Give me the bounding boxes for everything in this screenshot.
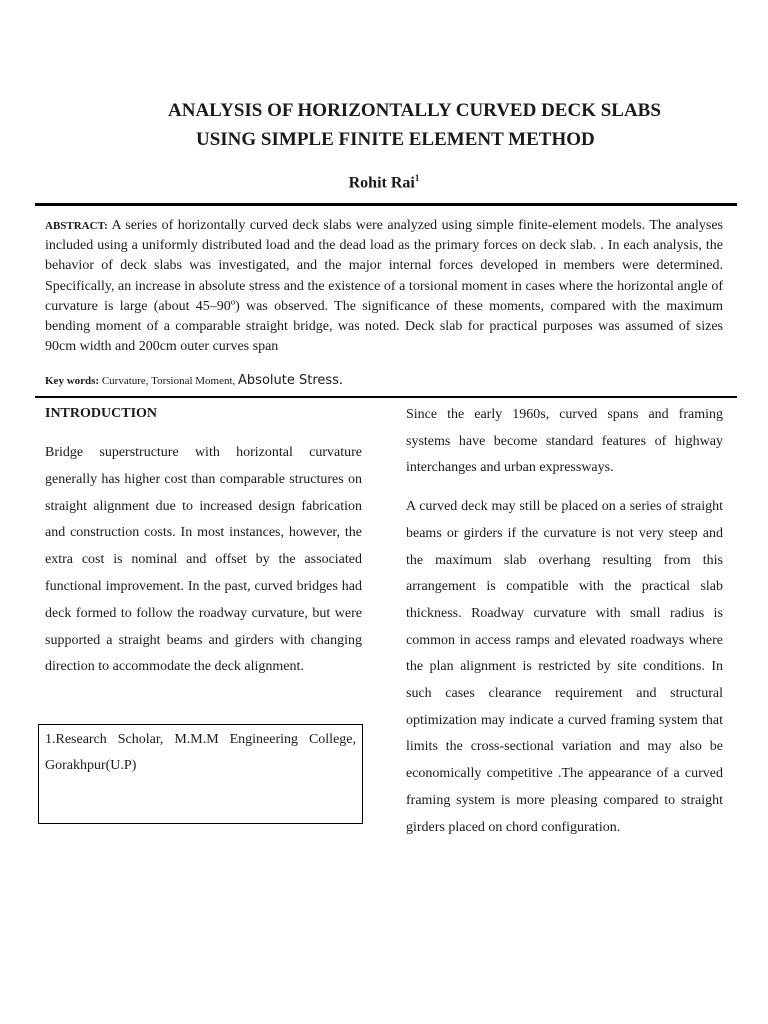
keywords-label: Key words:	[45, 375, 100, 387]
right-paragraph-1: Since the early 1960s, curved spans and framing systems have become standard features of highway interchanges and urban expressways.	[406, 407, 723, 476]
keywords-terms: Curvature, Torsional Moment,	[101, 375, 236, 387]
left-column	[45, 404, 362, 681]
right-paragraph-2: A curved deck may still be placed on a series of straight beams or girders if the curvature is not very steep and the maximum slab overhang resulting from this arrangement is compatible with the practical slab thickness. Roadway curvature with small radius is common in access ramps and elevated roadways where the plan alignment is restricted by site conditions. In such cases clearance requirement and structural optimization may indicate a curved framing system that limits the cross-sectional variation and may also be economically competitive .The appearance of a curved framing system is more pleasing compared to straight girders placed on chord configuration.	[406, 499, 723, 835]
abstract-label: ABSTRACT:	[45, 220, 108, 232]
author-affiliation-mark: 1	[414, 173, 420, 183]
keywords-terms-2: Absolute Stress.	[238, 373, 344, 388]
abstract-text: A series of horizontally curved deck slabs were analyzed using simple finite-element models. The analyses included using a uniformly distributed load and the dead load as the primary forces on deck slab. . In each analysis, the behavior of deck slabs was investigated, and the major internal forces developed in members were determined. Specifically, an increase in absolute stress and the existence of a torsional moment in cases where the horizontal angle of curvature is large (about 45–90º) was observed. The significance of these moments, compared with the maximum bending moment of a comparable straight bridge, was noted. Deck slab for practical purposes was assumed of sizes 90cm width and 200cm outer curves span	[45, 218, 723, 355]
section-divider	[35, 396, 737, 398]
affiliation-footnote: 1.Research Scholar, M.M.M Engineering College, Gorakhpur(U.P)	[38, 724, 363, 824]
introduction-paragraph: Bridge superstructure with horizontal curvature generally has higher cost than comparable structures on straight alignment due to increased design fabrication and construction costs. In most instances, however, the extra cost is nominal and offset by the associated functional improvement. In the past, curved bridges had deck formed to follow the roadway curvature, but were supported a straight beams and girders with changing direction to accommodate the deck alignment.	[45, 445, 362, 675]
keywords-line	[45, 370, 723, 392]
abstract-block	[45, 216, 723, 357]
right-column	[406, 402, 723, 853]
paper-title	[0, 96, 768, 154]
title-line-2: USING SIMPLE FINITE ELEMENT METHOD	[196, 129, 595, 150]
header-divider	[35, 203, 737, 206]
title-line-1: ANALYSIS OF HORIZONTALLY CURVED DECK SLABS	[168, 100, 661, 121]
author-name: Rohit Rai	[348, 174, 415, 192]
author-line	[0, 167, 768, 194]
introduction-heading: INTRODUCTION	[45, 406, 158, 421]
